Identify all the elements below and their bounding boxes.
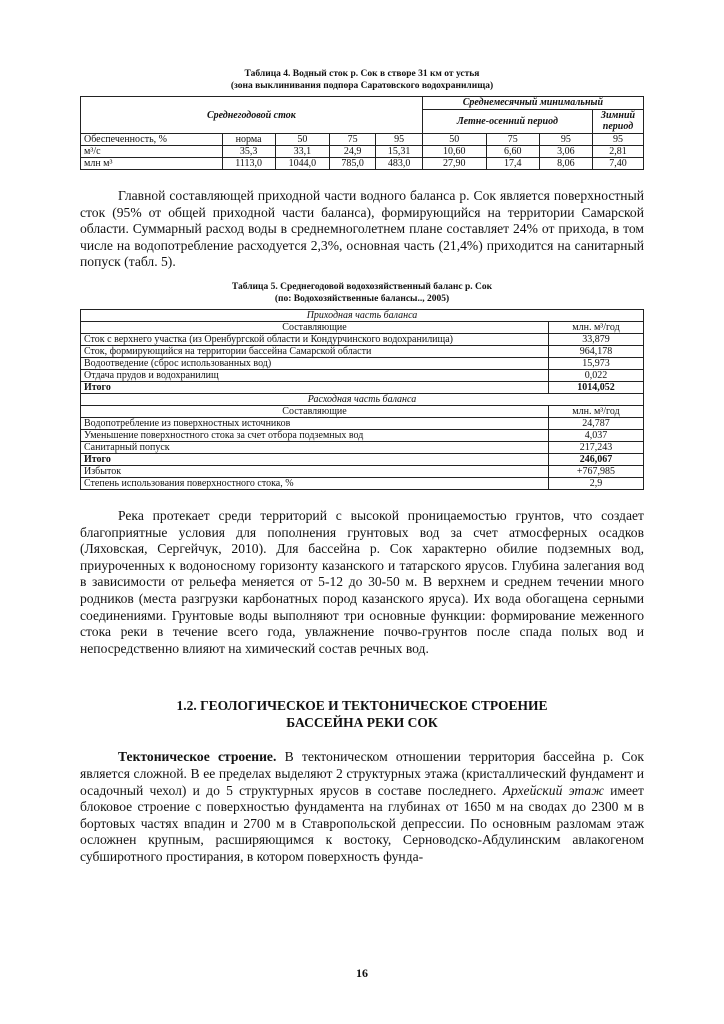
section-heading-line2: БАССЕЙНА РЕКИ СОК [286,715,438,731]
table5-expense-cell: 24,787 [549,417,644,429]
table5-income-cell: 33,879 [549,333,644,345]
table5-income-row [81,369,644,381]
table5-income-cell: Водоотведение (сброс использованных вод) [81,357,549,369]
table4-cell: 95 [376,134,422,146]
table5-income-cell: 0,022 [549,369,644,381]
table5-expense-cell: 4,037 [549,429,644,441]
table5-expense-cell: Водопотребление из поверхностных источников [81,417,549,429]
table4-cell: Обеспеченность, % [81,134,223,146]
table4-cell: 7,40 [593,158,644,170]
paragraph-groundwater: Река протекает среди территорий с высокой проницаемостью грунтов, что создает благоприятные условия для пополнения грунтовых вод за счет атмосферных осадков (Ляховская, Сергейчук, 2010). Для бассейна р. Сок характерно обилие подземных вод, приуроченных к водоносному горизонту казанского и татарского ярусов. Глубина залегания вод в зависимости от рельефа меняется от 5-12 до 30-50 м. В верхнем и среднем течении много родников (места разгрузки карбонатных пород казанского яруса). Их вода обогащена серными соединениями. Грунтовые воды выполняют три основные функции: формирование меженного стока реки в течение всего года, увлажнение почво-грунтов после спада полых вод и непосредственно влияют на химический состав речных вод. [80,507,644,656]
table5-expense-row [81,417,644,429]
table4-cell: 17,4 [486,158,539,170]
section-heading-line1: 1.2. ГЕОЛОГИЧЕСКОЕ И ТЕКТОНИЧЕСКОЕ СТРОЕНИЕ [176,698,548,714]
table5-tail-row [81,465,644,477]
table5-caption-title: Таблица 5. Среднегодовой водохозяйственный баланс р. Сок [231,281,493,292]
page-number: 16 [356,966,368,980]
table5-expense-row [81,441,644,453]
paragraph-tectonics [80,749,644,865]
table4-caption-title: Таблица 4. Водный сток р. Сок в створе 31 км от устья [244,69,480,79]
table5-expense-total-label: Итого [81,453,549,465]
tectonics-text2: имеет блоковое строение с поверхностью фундамента на глубинах от 1650 м на сводах до 2300 м в бортовых частях впадин и 2700 м в Ставропольской депрессии. По основным разломам этаж осложнен крупным, расширяющимся к востоку, Серноводско-Абдулинским авлакогеном субширотного простирания, в котором поверхность фунда- [80,782,644,864]
table5-income-row [81,357,644,369]
table4-cell: 33,1 [275,146,329,158]
tectonics-archean: Архейский этаж [502,782,604,798]
table4-row [81,158,644,170]
table5-tail-row [81,477,644,489]
table5-income-cell: Сток с верхнего участка (из Оренбургской области и Кондурчинского водохранилища) [81,333,549,345]
page-content [80,68,644,865]
tectonics-text1: В тектоническом отношении территория бассейна р. Сок является сложной. В ее пределах выделяют 2 структурных этажа (кристаллический фундамент и осадочный чехол) и до 5 структурных ярусов в составе последнего. [80,749,644,798]
table5-caption [80,281,644,305]
table5-expense-title: Расходная часть баланса [81,393,644,405]
table4-cell: 95 [539,134,592,146]
table5-income-total-label: Итого [81,381,549,393]
table4-row [81,134,644,146]
table4-cell: м³/с [81,146,223,158]
table4-cell: 6,60 [486,146,539,158]
table4-cell: млн м³ [81,158,223,170]
paragraph-water-balance: Главной составляющей приходной части водного баланса р. Сок является поверхностный сток (95% от общей приходной части баланса), формирующийся на территории Самарской области. Суммарный расход воды в среднемноголетнем плане составляет 24% от прихода, в том числе на водопотребление расходуется 2,3%, основная часть (21,4%) приходится на санитарный попуск (табл. 5). [80,188,644,270]
table4-cell: 75 [486,134,539,146]
table5-income-title: Приходная часть баланса [81,309,644,321]
table4-cell: 50 [275,134,329,146]
table5-income-row [81,345,644,357]
table5-tail-cell: 2,9 [549,477,644,489]
table4-cell: 95 [593,134,644,146]
table4-caption-subtitle: (зона выклинивания подпора Саратовского водохранилища) [230,81,494,91]
table4-header-annual: Среднегодовой сток [81,97,423,134]
table5-income-cell: 964,178 [549,345,644,357]
table4-cell: 10,60 [422,146,486,158]
table4-cell: 24,9 [329,146,375,158]
table4-cell: 1044,0 [275,158,329,170]
table4-row [81,146,644,158]
table5-caption-subtitle: (по: Водохозяйственные балансы.., 2005) [274,293,450,304]
table5-expense-row [81,429,644,441]
table4-cell: 50 [422,134,486,146]
table4-cell: 27,90 [422,158,486,170]
tectonics-lead: Тектоническое строение. [118,749,277,765]
table4-cell: 785,0 [329,158,375,170]
table5-income-cell: Сток, формирующийся на территории бассейна Самарской области [81,345,549,357]
table5-income-row [81,333,644,345]
table4-header-min: Среднемесячный минимальный [422,97,643,110]
table4-header-summer: Летне-осенний период [422,109,592,133]
table5-expense-cell: 217,243 [549,441,644,453]
table4-cell: 75 [329,134,375,146]
table4-cell: 3,06 [539,146,592,158]
table5-col-unit-2: млн. м³/год [549,405,644,417]
table5-income-cell: 15,973 [549,357,644,369]
table5 [80,309,644,490]
table5-tail-cell: +767,985 [549,465,644,477]
table5-col-unit: млн. м³/год [549,321,644,333]
table5-income-total-value: 1014,052 [549,381,644,393]
section-heading [80,697,644,731]
table4-header-winter: Зимний период [593,109,644,133]
table5-income-cell: Отдача прудов и водохранилищ [81,369,549,381]
table4-cell: 8,06 [539,158,592,170]
table5-col-component-2: Составляющие [81,405,549,417]
table4-cell: 1113,0 [222,158,275,170]
table5-expense-cell: Уменьшение поверхностного стока за счет отбора подземных вод [81,429,549,441]
table5-tail-cell: Степень использования поверхностного стока, % [81,477,549,489]
table4-cell: 483,0 [376,158,422,170]
table4-cell: 15,31 [376,146,422,158]
table5-tail-cell: Избыток [81,465,549,477]
table4-caption [80,68,644,92]
table4-cell: 2,81 [593,146,644,158]
table5-expense-total-value: 246,067 [549,453,644,465]
table4-cell: 35,3 [222,146,275,158]
table4-cell: норма [222,134,275,146]
table4 [80,96,644,170]
table5-expense-cell: Санитарный попуск [81,441,549,453]
table5-col-component: Составляющие [81,321,549,333]
